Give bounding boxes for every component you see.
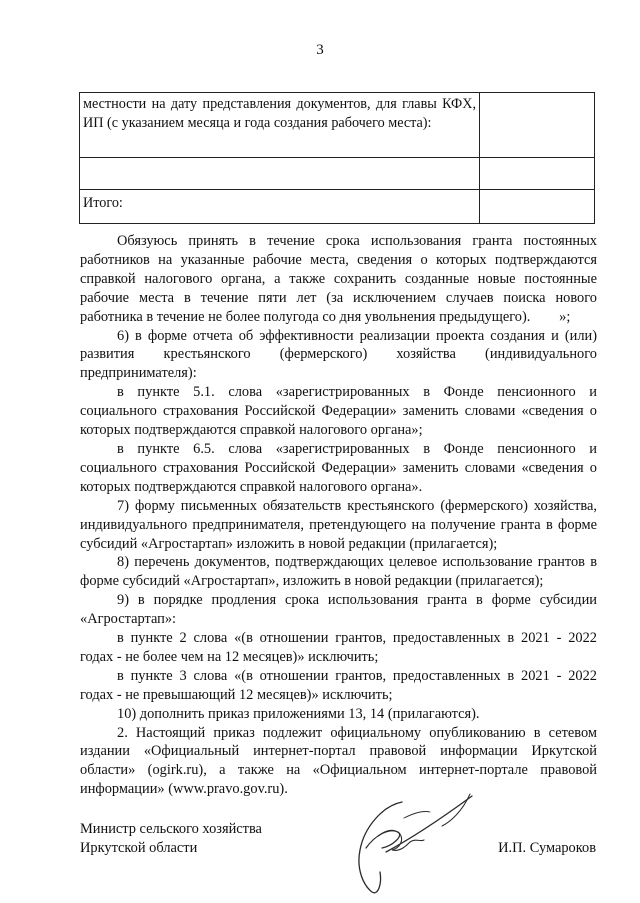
position-line-1: Министр сельского хозяйства — [80, 821, 262, 837]
paragraph-obligation-text: Обязуюсь принять в течение срока использования гранта постоянных работников на указанные рабочие места, сведения о которых подтверждаются справкой налогового органа, а также сохранить созданные новые постоянные рабочие места в течение пяти лет (за исключением случаев поиска нового работника в течение не более полугода со дня увольнения предыдущего). — [80, 233, 597, 325]
paragraph-item-6: 6) в форме отчета об эффективности реализации проекта создания и (или) развития крестьянского (фермерского) хозяйства (индивидуального предпринимателя): — [80, 327, 597, 382]
paragraph-item-10: 10) дополнить приказ приложениями 13, 14 (прилагаются). — [117, 705, 480, 722]
paragraph-item-6-point-5-1: в пункте 5.1. слова «зарегистрированных в Фонде пенсионного и социального страхования Российской Федерации» заменить словами «сведения о которых подтверждаются справкой налогового органа»; — [80, 384, 597, 439]
table-cell-value — [480, 158, 595, 190]
table-row — [80, 93, 595, 158]
document-table — [79, 92, 595, 224]
table-cell-description — [80, 158, 480, 190]
table-row-total — [80, 190, 595, 224]
paragraph-item-9-point-2: в пункте 2 слова «(в отношении грантов, предоставленных в 2021 - 2022 годах - не более чем на 12 месяцев)» исключить; — [80, 630, 597, 665]
paragraph-section-2: 2. Настоящий приказ подлежит официальному опубликованию в сетевом издании «Официальный интернет-портал правовой информации Иркутской области» (ogirk.ru), а также на «Официальном интернет-портале правовой информации» (www.pravo.gov.ru). — [80, 724, 597, 798]
table-cell-total-value — [480, 190, 595, 224]
table-cell-value — [480, 93, 595, 158]
handwritten-signature-icon — [342, 788, 492, 898]
position-line-2: Иркутской области — [80, 840, 198, 856]
paragraph-obligation — [80, 232, 597, 327]
paragraph-item-8: 8) перечень документов, подтверждающих целевое использование грантов в форме субсидий «Агростартап», изложить в новой редакции (прилагается); — [80, 554, 597, 590]
table-cell-description: местности на дату представления документов, для главы КФХ, ИП (с указанием месяца и года создания рабочего места): — [80, 93, 480, 158]
paragraph-item-9-point-3: в пункте 3 слова «(в отношении грантов, предоставленных в 2021 - 2022 годах - не превышающий 12 месяцев)» исключить; — [80, 667, 597, 703]
table-row — [80, 158, 595, 190]
closing-quote: »; — [559, 308, 571, 325]
paragraph-item-6-point-6-5: в пункте 6.5. слова «зарегистрированных в Фонде пенсионного и социального страхования Российской Федерации» заменить словами «сведения о которых подтверждаются справкой налогового органа». — [80, 440, 597, 495]
paragraph-item-7: 7) форму письменных обязательств крестьянского (фермерского) хозяйства, индивидуального предпринимателя, претендующего на получение гранта в форме субсидий «Агростартап» изложить в новой редакции (прилагается); — [80, 497, 597, 552]
page-number: 3 — [316, 42, 324, 58]
table-cell-total-label: Итого: — [80, 190, 480, 224]
paragraph-item-9: 9) в порядке продления срока использования гранта в форме субсидии «Агростартап»: — [80, 592, 597, 628]
document-body — [80, 232, 597, 799]
signatory-name: И.П. Сумароков — [498, 840, 596, 856]
signatory-position — [80, 820, 262, 858]
